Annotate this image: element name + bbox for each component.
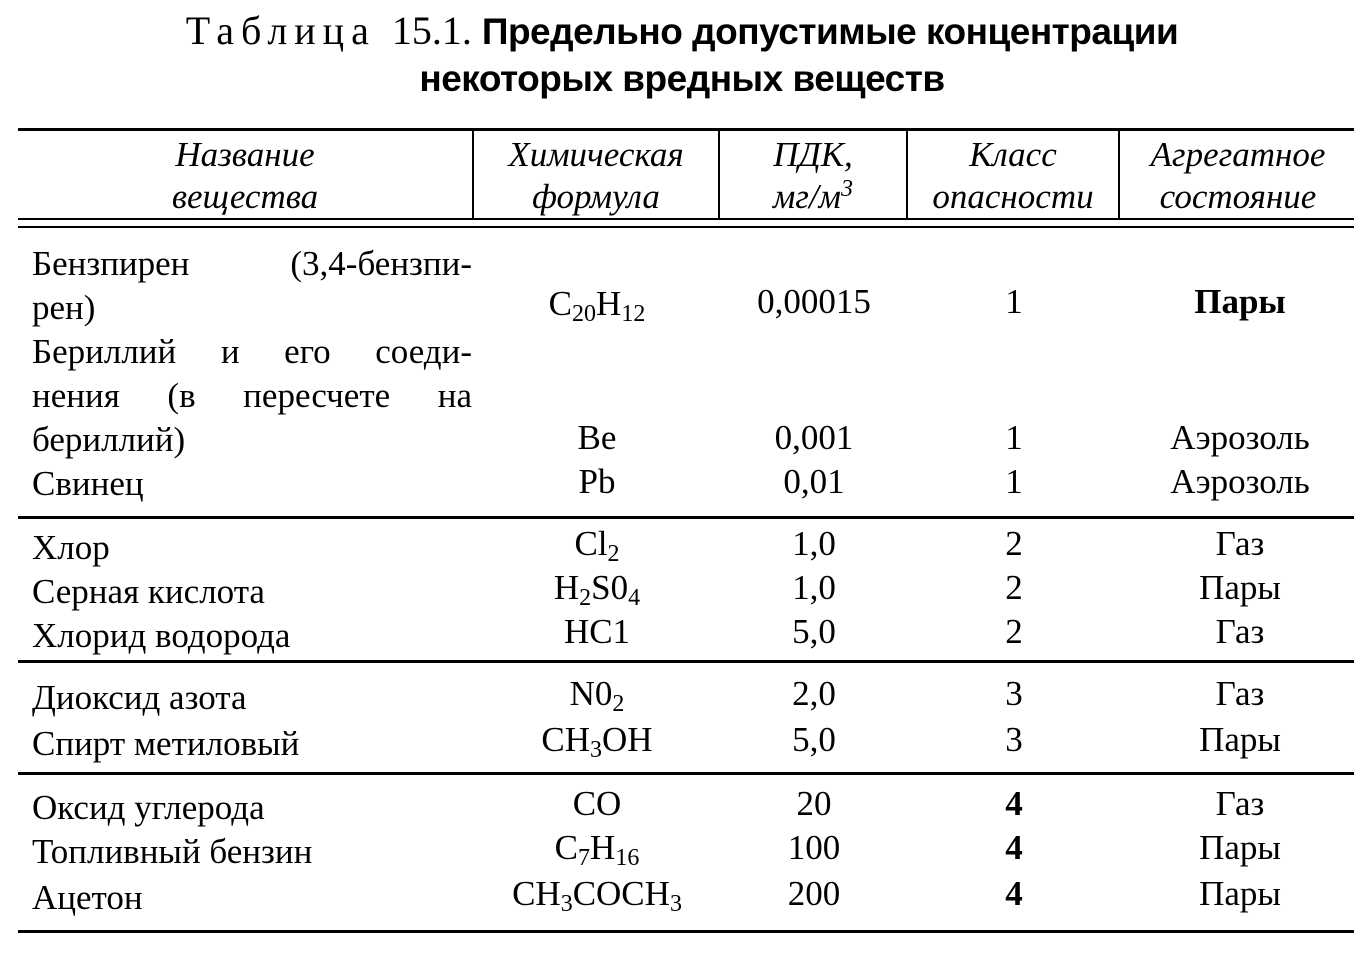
- f-sub: 4: [628, 585, 641, 611]
- row-1-name: [32, 242, 472, 286]
- row-4-hazard: 2: [1005, 524, 1023, 563]
- row-1-name-line-2: рен): [32, 288, 96, 327]
- row-9-name: Оксид углерода: [32, 788, 265, 827]
- header-state-line-2: состояние: [1159, 177, 1317, 216]
- f-sub: 12: [621, 301, 646, 327]
- row-6-state: Газ: [1215, 612, 1265, 651]
- group-divider-2: [18, 660, 1354, 663]
- title-line-1: [0, 8, 1364, 55]
- header-pdk-line-1: ПДК,: [773, 135, 853, 174]
- row-5-name: Серная кислота: [32, 572, 265, 611]
- row-1-name-line-1: Бензпирен (3,4-бензпи-: [32, 244, 472, 283]
- row-8-pdk: 5,0: [792, 720, 836, 759]
- row-8-formula: [474, 718, 720, 762]
- row-10-hazard: 4: [1005, 828, 1023, 867]
- rule-bottom: [18, 930, 1354, 933]
- row-2-name-line-2: нения (в пересчете на: [32, 376, 472, 415]
- header-formula-line-2: формула: [532, 177, 660, 216]
- header-hazard-line-1: Класс: [969, 135, 1057, 174]
- row-7-pdk: 2,0: [792, 674, 836, 713]
- header-hazard-line-2: опасности: [932, 177, 1094, 216]
- row-6-hazard: 2: [1005, 612, 1023, 651]
- f-part: N0: [569, 674, 613, 713]
- f-part: C: [548, 284, 573, 323]
- f-sub: 16: [615, 845, 640, 871]
- rule-header: [18, 218, 1354, 220]
- row-3-pdk: 0,01: [783, 462, 845, 501]
- rule-top: [18, 128, 1354, 131]
- header-pdk: [720, 134, 906, 218]
- row-4-state: Газ: [1215, 524, 1265, 563]
- group-divider-3: [18, 772, 1354, 775]
- f-part: CH: [541, 720, 591, 759]
- row-10-formula: [474, 826, 720, 870]
- row-4-pdk: 1,0: [792, 524, 836, 563]
- f-part: CH: [512, 874, 561, 913]
- row-1-formula: [474, 282, 720, 326]
- f-sub: 3: [560, 891, 573, 917]
- row-2-formula: Be: [577, 418, 617, 457]
- row-1-state: Пары: [1194, 282, 1286, 321]
- row-1-hazard: 1: [1005, 282, 1023, 321]
- row-10-name: Топливный бензин: [32, 832, 313, 871]
- row-3-state: Аэрозоль: [1170, 462, 1310, 501]
- title-text-1: Предельно допустимые концентрации: [481, 11, 1179, 52]
- row-6-name: Хлорид водорода: [32, 616, 291, 655]
- title-text-2: некоторых вредных веществ: [419, 58, 945, 99]
- row-3-formula: Pb: [578, 462, 616, 501]
- f-part: H: [596, 284, 622, 323]
- row-8-name: Спирт метиловый: [32, 724, 300, 763]
- f-part: OH: [602, 720, 653, 759]
- row-1-pdk: 0,00015: [757, 282, 871, 321]
- header-pdk-unit: мг/м: [772, 177, 842, 216]
- row-10-pdk: 100: [787, 828, 841, 867]
- f-part: S0: [591, 568, 629, 607]
- rule-header-double: [18, 226, 1354, 228]
- row-4-name: Хлор: [32, 528, 110, 567]
- row-10-state: Пары: [1199, 828, 1281, 867]
- f-part: C: [554, 828, 579, 867]
- f-part: COCH: [572, 874, 670, 913]
- title-lead: Таблица: [185, 8, 376, 53]
- f-sub: 3: [669, 891, 682, 917]
- f-sub: 2: [607, 541, 620, 567]
- f-sub: 7: [578, 845, 591, 871]
- row-6-pdk: 5,0: [792, 612, 836, 651]
- row-9-pdk: 20: [796, 784, 832, 823]
- header-hazard: [908, 134, 1118, 218]
- row-9-formula: CO: [572, 784, 622, 823]
- title-number: 15.1.: [391, 8, 472, 53]
- row-4-formula: [474, 522, 720, 566]
- row-9-hazard: 4: [1005, 784, 1023, 823]
- row-5-state: Пары: [1199, 568, 1281, 607]
- row-2-name-line-3: бериллий): [32, 420, 186, 459]
- row-3-name: Свинец: [32, 464, 144, 503]
- header-pdk-line-2: [720, 176, 906, 218]
- row-9-state: Газ: [1215, 784, 1265, 823]
- header-formula: [474, 134, 718, 218]
- row-2-name-line-1: Бериллий и его соеди-: [32, 332, 472, 371]
- f-sub: 2: [612, 691, 625, 717]
- row-5-pdk: 1,0: [792, 568, 836, 607]
- header-name-line-1: Название: [175, 135, 315, 174]
- row-7-formula: [474, 672, 720, 716]
- header-name: [18, 134, 472, 218]
- header-formula-line-1: Химическая: [508, 135, 684, 174]
- header-pdk-sup: 3: [841, 176, 854, 202]
- f-sub: 2: [579, 585, 592, 611]
- row-7-hazard: 3: [1005, 674, 1023, 713]
- row-7-state: Газ: [1215, 674, 1265, 713]
- row-8-hazard: 3: [1005, 720, 1023, 759]
- row-5-formula: [474, 566, 720, 610]
- table-title: [0, 8, 1364, 102]
- header-state-line-1: Агрегатное: [1150, 135, 1326, 174]
- f-sub: 20: [572, 301, 597, 327]
- f-part: H: [590, 828, 616, 867]
- title-line-2: [0, 55, 1364, 102]
- f-part: Cl: [574, 524, 608, 563]
- row-2-hazard: 1: [1005, 418, 1023, 457]
- row-2-state: Аэрозоль: [1170, 418, 1310, 457]
- row-8-state: Пары: [1199, 720, 1281, 759]
- row-11-formula: [474, 872, 720, 916]
- f-sub: 3: [590, 737, 603, 763]
- group-divider-1: [18, 516, 1354, 519]
- row-7-name: Диоксид азота: [32, 678, 247, 717]
- row-6-formula: HC1: [563, 612, 631, 651]
- row-11-hazard: 4: [1005, 874, 1023, 913]
- row-3-hazard: 1: [1005, 462, 1023, 501]
- row-11-state: Пары: [1199, 874, 1281, 913]
- header-name-line-2: вещества: [171, 177, 319, 216]
- row-11-pdk: 200: [787, 874, 841, 913]
- f-part: H: [553, 568, 580, 607]
- row-11-name: Ацетон: [32, 878, 143, 917]
- header-state: [1120, 134, 1356, 218]
- row-2-pdk: 0,001: [774, 418, 854, 457]
- row-5-hazard: 2: [1005, 568, 1023, 607]
